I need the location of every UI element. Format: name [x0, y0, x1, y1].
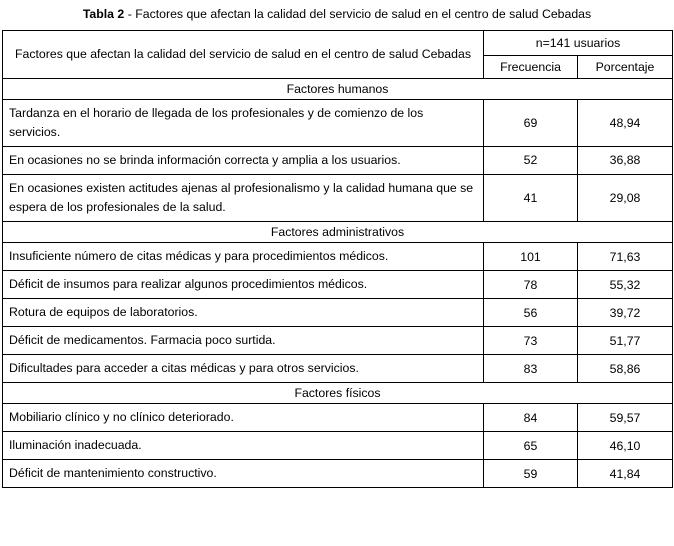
- row-frecuencia: 78: [484, 271, 578, 299]
- row-porcentaje: 59,57: [578, 404, 673, 432]
- section-row: [3, 222, 673, 243]
- row-description: Iluminación inadecuada.: [3, 432, 484, 460]
- row-porcentaje: 36,88: [578, 146, 673, 174]
- row-porcentaje: 46,10: [578, 432, 673, 460]
- row-frecuencia: 69: [484, 99, 578, 146]
- table-row: [3, 432, 673, 460]
- row-porcentaje: 55,32: [578, 271, 673, 299]
- table-row: [3, 99, 673, 146]
- row-frecuencia: 101: [484, 243, 578, 271]
- row-porcentaje: 51,77: [578, 327, 673, 355]
- row-frecuencia: 41: [484, 174, 578, 221]
- row-porcentaje: 58,86: [578, 355, 673, 383]
- row-porcentaje: 41,84: [578, 460, 673, 488]
- table-row: [3, 327, 673, 355]
- table-row: [3, 146, 673, 174]
- row-description: Mobiliario clínico y no clínico deteriorado.: [3, 404, 484, 432]
- section-title-administrativos: Factores administrativos: [3, 222, 673, 243]
- row-description: Déficit de insumos para realizar algunos procedimientos médicos.: [3, 271, 484, 299]
- table-row: [3, 271, 673, 299]
- row-frecuencia: 84: [484, 404, 578, 432]
- table-caption-text: - Factores que afectan la calidad del servicio de salud en el centro de salud Cebadas: [127, 7, 592, 21]
- row-description: Insuficiente número de citas médicas y para procedimientos médicos.: [3, 243, 484, 271]
- row-frecuencia: 65: [484, 432, 578, 460]
- row-frecuencia: 56: [484, 299, 578, 327]
- row-porcentaje: 48,94: [578, 99, 673, 146]
- table-header-row-1: [3, 30, 673, 55]
- row-description: Dificultades para acceder a citas médicas y para otros servicios.: [3, 355, 484, 383]
- header-main-title: Factores que afectan la calidad del servicio de salud en el centro de salud Cebadas: [3, 30, 484, 78]
- section-row: [3, 383, 673, 404]
- row-frecuencia: 73: [484, 327, 578, 355]
- row-frecuencia: 83: [484, 355, 578, 383]
- row-porcentaje: 71,63: [578, 243, 673, 271]
- table-row: [3, 404, 673, 432]
- header-porcentaje: Porcentaje: [578, 55, 673, 78]
- header-sample-size: n=141 usuarios: [484, 30, 673, 55]
- row-description: En ocasiones no se brinda información correcta y amplia a los usuarios.: [3, 146, 484, 174]
- section-row: [3, 78, 673, 99]
- table-row: [3, 460, 673, 488]
- row-description: En ocasiones existen actitudes ajenas al profesionalismo y la calidad humana que se espera de los profesionales de la salud.: [3, 174, 484, 221]
- table-row: [3, 174, 673, 221]
- row-porcentaje: 39,72: [578, 299, 673, 327]
- row-frecuencia: 52: [484, 146, 578, 174]
- row-description: Déficit de mantenimiento constructivo.: [3, 460, 484, 488]
- table-row: [3, 299, 673, 327]
- row-description: Déficit de medicamentos. Farmacia poco surtida.: [3, 327, 484, 355]
- row-description: Rotura de equipos de laboratorios.: [3, 299, 484, 327]
- table-row: [3, 243, 673, 271]
- table-caption: [2, 6, 672, 30]
- section-title-humanos: Factores humanos: [3, 78, 673, 99]
- row-porcentaje: 29,08: [578, 174, 673, 221]
- factores-table: [2, 30, 673, 489]
- table-caption-label: Tabla 2: [82, 7, 125, 21]
- header-frecuencia: Frecuencia: [484, 55, 578, 78]
- section-title-fisicos: Factores físicos: [3, 383, 673, 404]
- row-frecuencia: 59: [484, 460, 578, 488]
- table-row: [3, 355, 673, 383]
- row-description: Tardanza en el horario de llegada de los profesionales y de comienzo de los servicios.: [3, 99, 484, 146]
